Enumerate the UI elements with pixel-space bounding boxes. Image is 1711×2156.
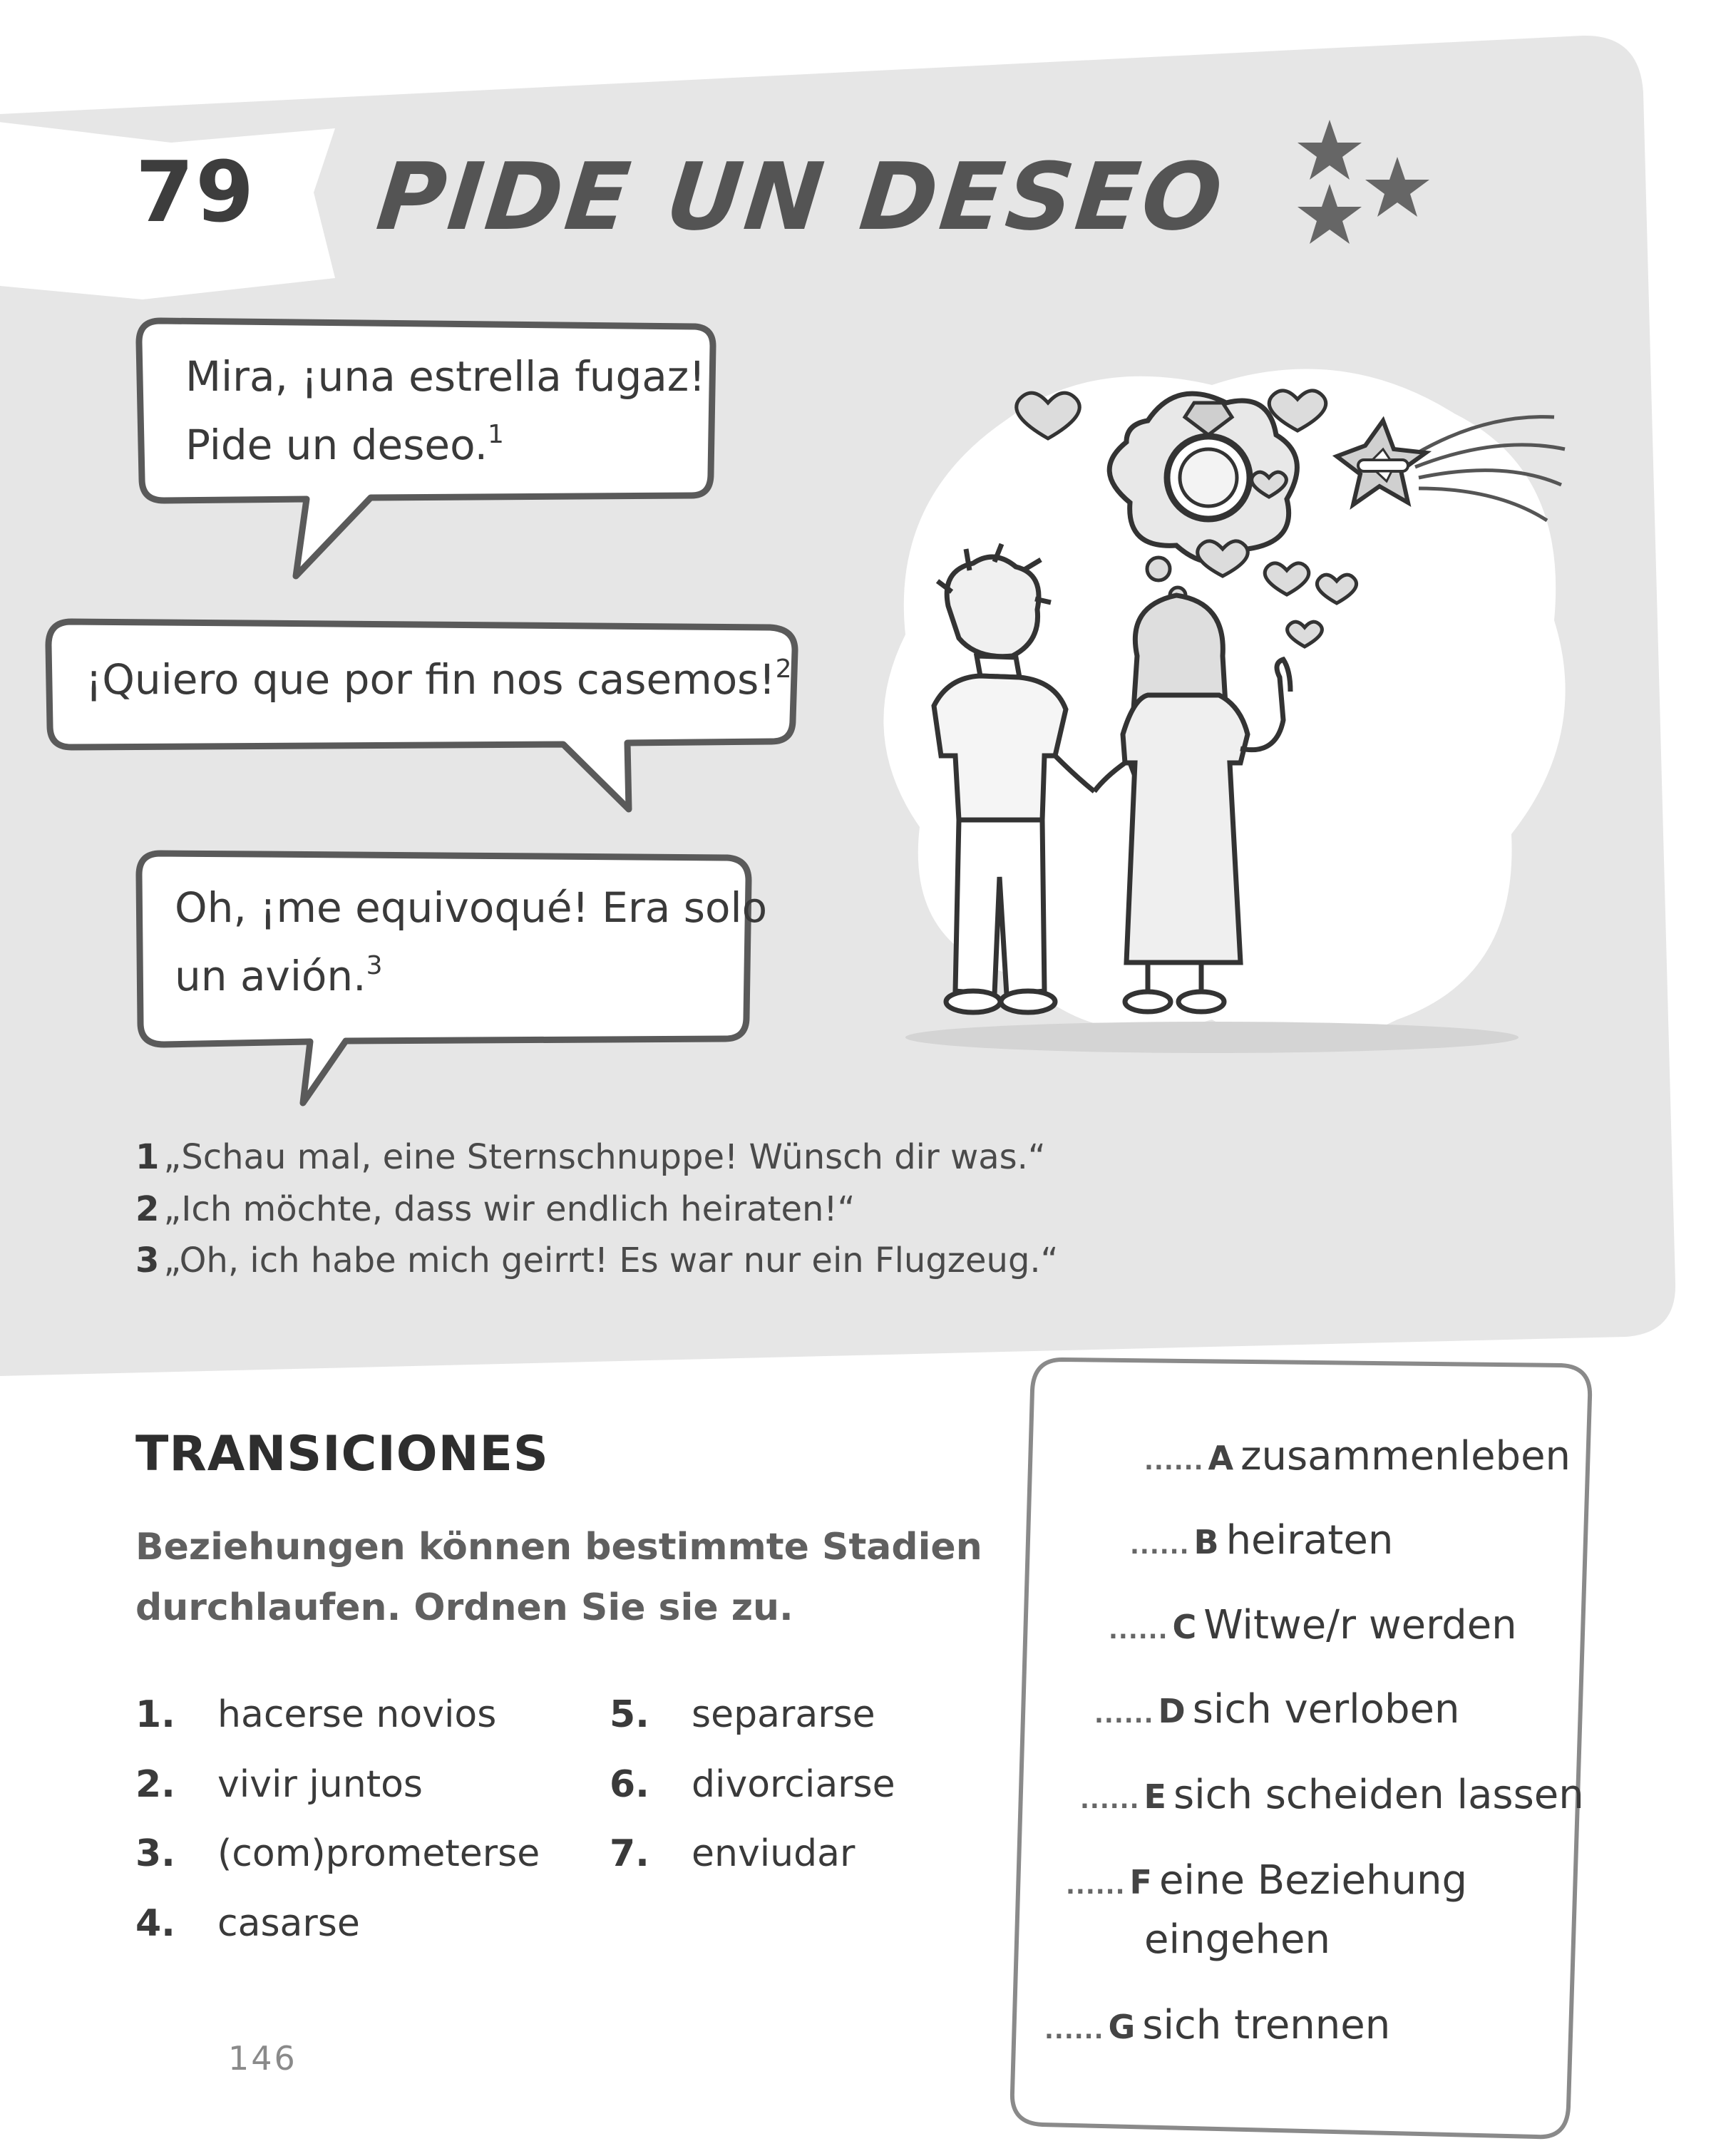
bubble-1-note: 1 bbox=[488, 420, 504, 449]
lesson-title: PIDE UN DESEO bbox=[372, 143, 1230, 251]
bubble-2-note: 2 bbox=[775, 654, 792, 684]
footnote-2-text: „Ich möchte, dass wir endlich heiraten!“ bbox=[163, 1189, 856, 1229]
option-letter: C bbox=[1172, 1608, 1197, 1646]
lesson-number: 79 bbox=[135, 143, 256, 241]
option-text: eine Beziehung bbox=[1158, 1857, 1467, 1904]
answer-blank[interactable]: ...... bbox=[1094, 1700, 1154, 1729]
list-item-4 bbox=[135, 1902, 360, 1945]
option-letter: B bbox=[1193, 1523, 1219, 1561]
option-text: Witwe/r werden bbox=[1203, 1602, 1517, 1648]
option-letter: G bbox=[1108, 2008, 1136, 2046]
bubble-1-text bbox=[185, 342, 706, 479]
answer-blank[interactable]: ...... bbox=[1044, 2016, 1104, 2045]
item-text: (com)prometerse bbox=[217, 1832, 540, 1875]
list-item-3 bbox=[135, 1832, 540, 1875]
item-number: 2. bbox=[135, 1763, 175, 1806]
answer-blank[interactable]: ...... bbox=[1080, 1786, 1140, 1814]
option-text: sich trennen bbox=[1142, 2002, 1391, 2048]
item-number: 4. bbox=[135, 1902, 175, 1945]
footnote-2 bbox=[135, 1189, 856, 1229]
exercise-heading: TRANSICIONES bbox=[135, 1426, 549, 1482]
option-letter: E bbox=[1144, 1777, 1166, 1816]
item-text: casarse bbox=[217, 1902, 360, 1945]
option-b[interactable] bbox=[1130, 1517, 1393, 1564]
list-item-1 bbox=[135, 1693, 496, 1736]
item-text: vivir juntos bbox=[217, 1763, 423, 1806]
option-d[interactable] bbox=[1094, 1686, 1459, 1732]
footnote-3 bbox=[135, 1241, 1059, 1280]
couple-illustration bbox=[841, 335, 1590, 1084]
footnote-1 bbox=[135, 1137, 1046, 1177]
item-text: enviudar bbox=[692, 1832, 856, 1875]
option-letter: A bbox=[1208, 1439, 1234, 1477]
option-a[interactable] bbox=[1144, 1433, 1571, 1479]
bubble-1-line-1: Mira, ¡una estrella fugaz! bbox=[185, 352, 706, 401]
item-number: 1. bbox=[135, 1693, 175, 1736]
exercise-instruction-line-1: Beziehungen können bestimmte Stadien bbox=[135, 1526, 982, 1569]
bubble-2-text bbox=[86, 645, 792, 714]
answer-blank[interactable]: ...... bbox=[1144, 1447, 1204, 1476]
item-text: hacerse novios bbox=[217, 1693, 497, 1736]
speech-bubble-2 bbox=[43, 613, 806, 820]
bubble-3-text bbox=[175, 873, 767, 1010]
answer-blank[interactable]: ...... bbox=[1130, 1531, 1190, 1560]
footnote-3-num: 3 bbox=[135, 1241, 160, 1280]
item-number: 7. bbox=[610, 1832, 649, 1875]
bubble-3-note: 3 bbox=[366, 951, 383, 980]
exercise-instruction-line-2: durchlaufen. Ordnen Sie sie zu. bbox=[135, 1586, 793, 1629]
bubble-3-line-1: Oh, ¡me equivoqué! Era solo bbox=[175, 883, 768, 932]
footnote-3-text: „Oh, ich habe mich geirrt! Es war nur ein Flugzeug.“ bbox=[163, 1241, 1059, 1280]
bubble-1-line-2: Pide un deseo. bbox=[185, 421, 488, 469]
list-item-5 bbox=[610, 1693, 875, 1736]
option-text: heiraten bbox=[1226, 1517, 1394, 1564]
footnote-1-num: 1 bbox=[135, 1137, 160, 1177]
item-text: divorciarse bbox=[692, 1763, 895, 1806]
option-text: zusammenleben bbox=[1240, 1433, 1571, 1479]
item-number: 5. bbox=[610, 1693, 649, 1736]
option-f-line-2: eingehen bbox=[1144, 1916, 1330, 1963]
stars-icon bbox=[1294, 114, 1437, 250]
list-item-6 bbox=[610, 1763, 895, 1806]
answer-blank[interactable]: ...... bbox=[1109, 1616, 1168, 1645]
option-text: sich scheiden lassen bbox=[1173, 1772, 1584, 1818]
option-c[interactable] bbox=[1109, 1602, 1517, 1648]
option-letter: D bbox=[1158, 1692, 1186, 1730]
bubble-3-line-2: un avión. bbox=[175, 952, 366, 1000]
footnote-1-text: „Schau mal, eine Sternschnuppe! Wünsch dir was.“ bbox=[163, 1137, 1046, 1177]
option-g[interactable] bbox=[1044, 2002, 1390, 2048]
item-number: 3. bbox=[135, 1832, 175, 1875]
bubble-2-line-1: ¡Quiero que por fin nos casemos! bbox=[86, 655, 776, 704]
item-number: 6. bbox=[610, 1763, 649, 1806]
item-text: separarse bbox=[692, 1693, 875, 1736]
option-letter: F bbox=[1129, 1863, 1152, 1901]
footnote-2-num: 2 bbox=[135, 1189, 160, 1229]
option-text: sich verloben bbox=[1192, 1686, 1460, 1732]
list-item-7 bbox=[610, 1832, 855, 1875]
answer-blank[interactable]: ...... bbox=[1066, 1872, 1126, 1900]
page-number: 146 bbox=[228, 2039, 297, 2078]
option-f[interactable] bbox=[1066, 1857, 1467, 1904]
list-item-2 bbox=[135, 1763, 423, 1806]
option-e[interactable] bbox=[1080, 1772, 1584, 1818]
